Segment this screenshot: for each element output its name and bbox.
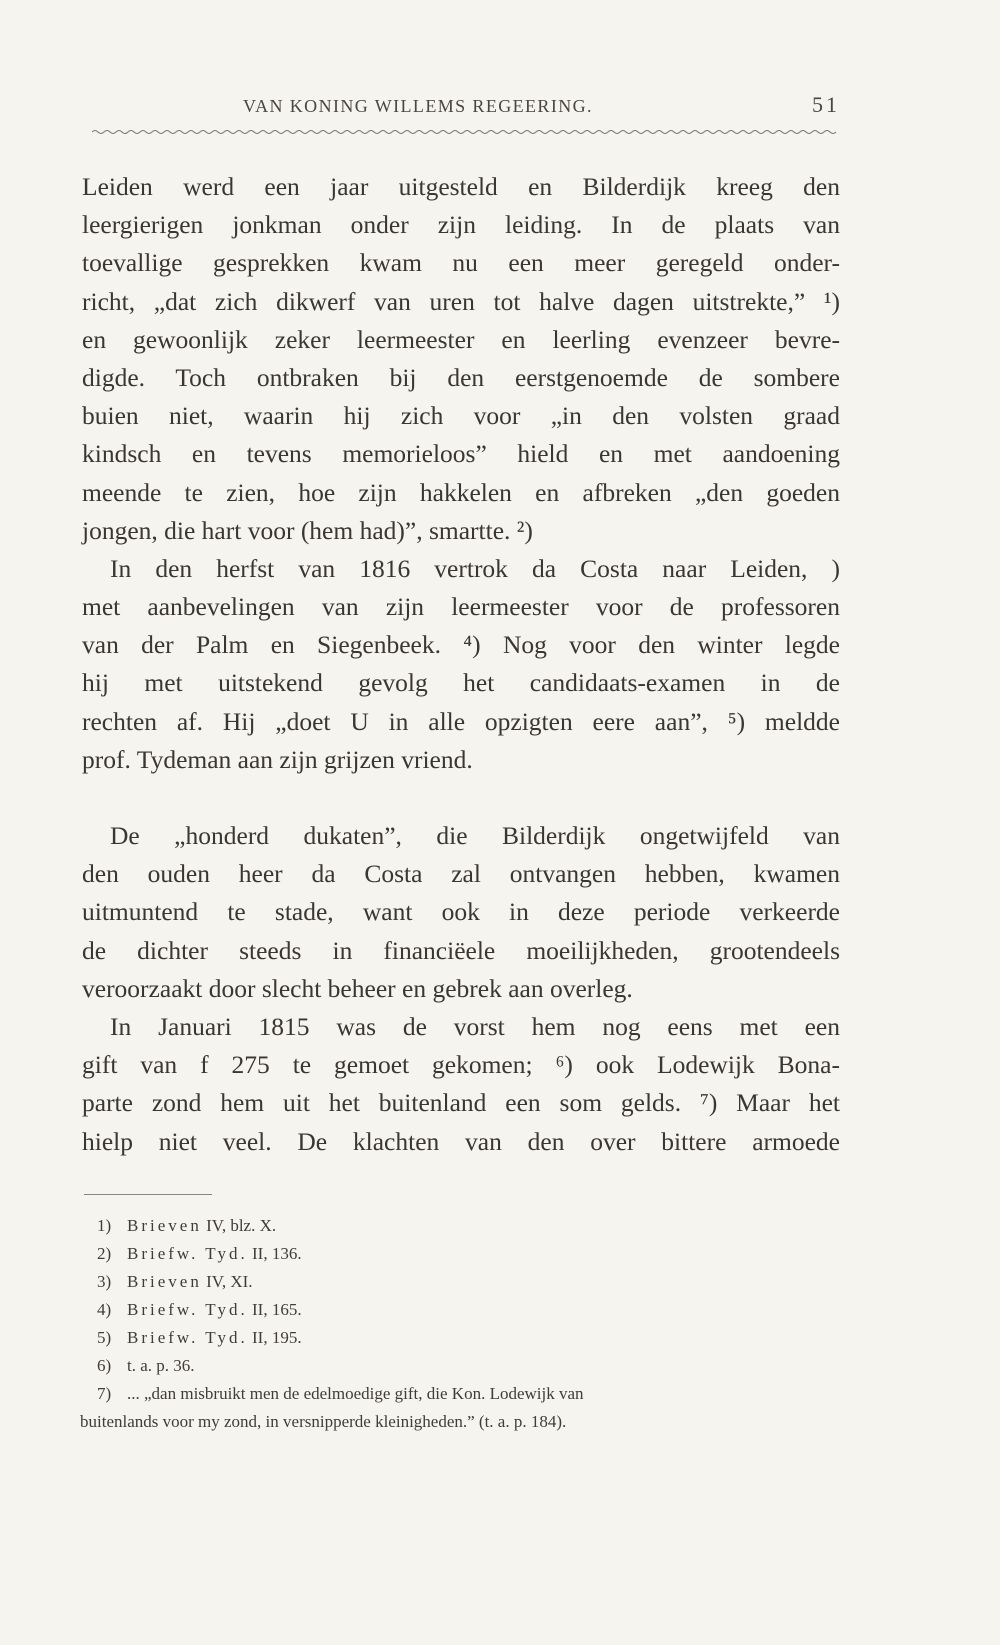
text-line: Leiden werd een jaar uitgesteld en Bilderdijk kreeg den [82,172,840,201]
text-line: de dichter steeds in financiëele moeilijkheden, grootendeels [82,935,840,965]
text-line: van der Palm en Siegenbeek. ⁴) Nog voor den winter legde [82,630,840,660]
footnote [80,1212,840,1240]
footnote-ref: IV, blz. X. [206,1216,277,1235]
body-text [82,168,840,1161]
footnote-source: Brieven [127,1216,202,1235]
text-line: uitmuntend te stade, want ook in deze periode verkeerde [82,897,840,927]
text-line: buien niet, waarin hij zich voor „in den volsten graad [82,401,840,431]
footnote-number: 1) [97,1216,112,1235]
text-line: kindsch en tevens memorieloos” hield en met aandoening [82,439,840,469]
footnote [80,1240,840,1268]
text-line: richt, „dat zich dikwerf van uren tot halve dagen uitstrekte,” ¹) [82,286,840,316]
text-line: digde. Toch ontbraken bij den eerstgenoemde de sombere [82,362,840,392]
footnote-source: Briefw. Tyd. [127,1244,248,1263]
footnote-source: Briefw. Tyd. [127,1300,248,1319]
footnote-ref: II, 165. [252,1300,302,1319]
text-line: en gewoonlijk zeker leermeester en leerling evenzeer bevre- [82,324,840,354]
text-line: hielp niet veel. De klachten van den over bittere armoede [82,1126,840,1156]
running-title: VAN KONING WILLEMS REGEERING. [243,96,593,116]
paragraph-gap [82,779,840,817]
ornamental-rule [92,128,842,136]
footnotes [80,1212,840,1436]
text-line: hij met uitstekend gevolg het candidaats-examen in de [82,668,840,698]
text-line: meende te zien, hoe zijn hakkelen en afbreken „den goeden [82,477,840,507]
footnote-number: 7) [97,1384,112,1403]
text-line: De „honderd dukaten”, die Bilderdijk ongetwijfeld van [110,821,840,850]
footnote-number: 4) [97,1300,112,1319]
text-line: rechten af. Hij „doet U in alle opzigten eere aan”, ⁵) meldde [82,706,840,736]
footnote-number: 5) [97,1328,112,1347]
page-number: 51 [812,92,840,117]
text-line: gift van f 275 te gemoet gekomen; ⁶) ook Lodewijk Bona- [82,1050,840,1080]
text-line: In Januari 1815 was de vorst hem nog eens met een [110,1011,840,1041]
footnote-ref: IV, XI. [206,1272,253,1291]
footnote-continuation: buitenlands voor my zond, in versnipperde kleinigheden.” (t. a. p. 184). [80,1412,567,1431]
text-line: In den herfst van 1816 vertrok da Costa naar Leiden, ) [110,553,840,583]
text-line: met aanbevelingen van zijn leermeester voor de professoren [82,592,840,622]
footnote [80,1352,840,1380]
text-line: jongen, die hart voor (hem had)”, smartte. ²) [82,515,533,545]
footnote-ref: t. a. p. 36. [127,1356,195,1375]
text-line: veroorzaakt door slecht beheer en gebrek aan overleg. [82,973,633,1003]
text-line: leergierigen jonkman onder zijn leiding. In de plaats van [82,210,840,240]
text-line: toevallige gesprekken kwam nu een meer geregeld onder- [82,248,840,278]
footnote-source: Brieven [127,1272,202,1291]
footnote-ref: II, 195. [252,1328,302,1347]
footnote-number: 3) [97,1272,112,1291]
text-line: prof. Tydeman aan zijn grijzen vriend. [82,744,473,774]
footnote-ref: II, 136. [252,1244,302,1263]
text-line: den ouden heer da Costa zal ontvangen hebben, kwamen [82,859,840,889]
text-line: parte zond hem uit het buitenland een som gelds. ⁷) Maar het [82,1088,840,1118]
footnote-number: 6) [97,1356,112,1375]
footnote-number: 2) [97,1244,112,1263]
footnote-divider [84,1194,212,1195]
footnote [80,1380,840,1408]
footnote [80,1296,840,1324]
footnote [80,1324,840,1352]
footnote-source: Briefw. Tyd. [127,1328,248,1347]
footnote-ref: ... „dan misbruikt men de edelmoedige gift, die Kon. Lodewijk van [127,1384,584,1403]
footnote [80,1268,840,1296]
